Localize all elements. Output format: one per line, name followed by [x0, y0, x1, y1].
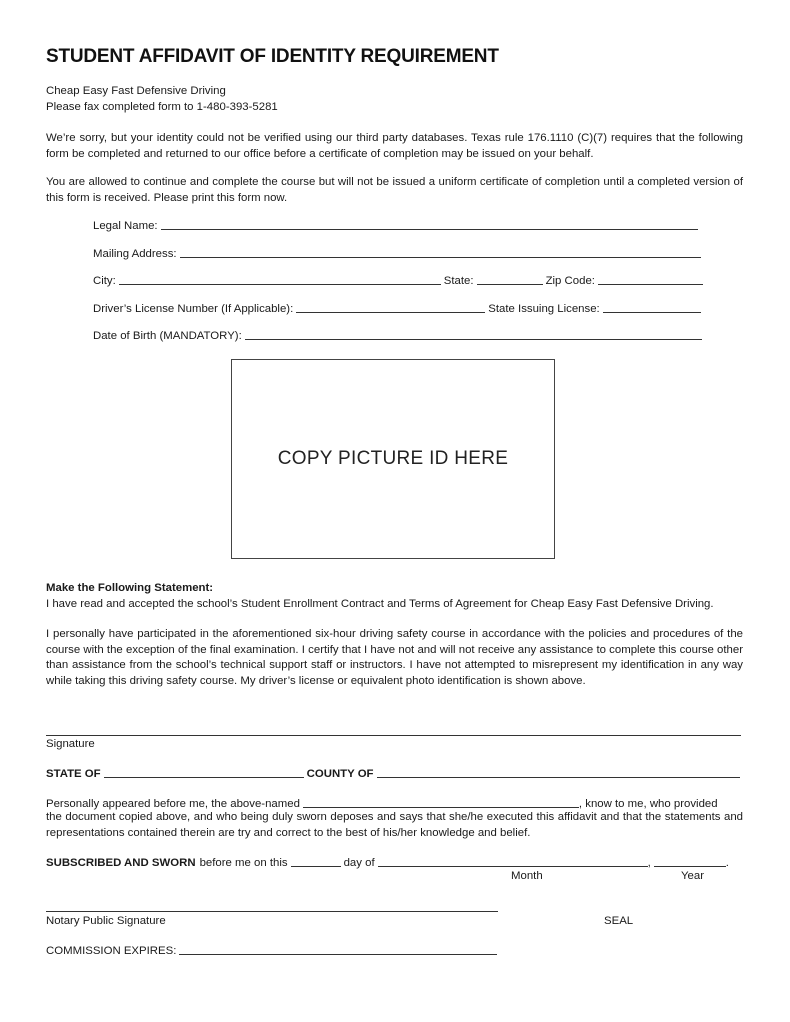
picture-id-box	[231, 359, 555, 559]
state-issuing-license-label: State Issuing License:	[488, 303, 600, 315]
county-of-label: COUNTY OF	[306, 768, 374, 780]
city-field[interactable]	[119, 272, 441, 285]
license-row	[93, 299, 704, 315]
sworn-day-field[interactable]	[291, 854, 341, 867]
signature-line[interactable]	[46, 735, 741, 736]
intro-paragraph-2: You are allowed to continue and complete the course but will not be issued a uniform certificate of completion until a completed version of this form is received. Please print this form now.	[46, 176, 743, 204]
year-label: Year	[681, 870, 705, 882]
state-county-row	[46, 764, 743, 780]
intro-paragraph-1: We’re sorry, but your identity could not be verified using our third party databases. Texas rule 176.1110 (C)(7) requires that the following form be completed and returned to our office before a certificate of completion may be issued on your behalf.	[46, 132, 743, 160]
picture-id-label: COPY PICTURE ID HERE	[277, 448, 509, 469]
city-state-zip-row	[93, 271, 706, 287]
sworn-text: before me on this	[199, 857, 288, 869]
statement-heading: Make the Following Statement:	[46, 582, 214, 594]
dob-row	[93, 326, 705, 342]
mailing-address-row	[93, 244, 704, 260]
period: .	[725, 857, 729, 869]
appeared-name-field[interactable]	[303, 795, 579, 808]
state-of-label: STATE OF	[46, 768, 101, 780]
commission-expires-row	[46, 941, 500, 957]
legal-name-label: Legal Name:	[93, 220, 158, 232]
sworn-row	[46, 853, 746, 869]
sworn-bold-label: SUBSCRIBED AND SWORN	[46, 857, 196, 869]
statement-paragraph: I personally have participated in the aforementioned six-hour driving safety course in accordance with the policies and procedures of the course with the exception of the final examination. I certify that I have not and will not receive any assistance to complete this course other than assistance from the school’s technical support staff or instructors. I have not attempted to misrepresent my identification in any way while taking this driving safety course. My driver’s license or equivalent photo identification is shown above.	[46, 628, 743, 687]
commission-expires-label: COMMISSION EXPIRES:	[46, 945, 177, 957]
county-of-field[interactable]	[377, 765, 740, 778]
school-name: Cheap Easy Fast Defensive Driving	[46, 85, 226, 97]
appeared-row	[46, 794, 743, 810]
zip-code-field[interactable]	[598, 272, 703, 285]
sworn-year-field[interactable]	[654, 854, 726, 867]
city-label: City:	[93, 275, 116, 287]
appeared-suffix: , know to me, who provided	[578, 798, 718, 810]
date-of-birth-field[interactable]	[245, 327, 702, 340]
appeared-paragraph: the document copied above, and who being duly sworn deposes and says that she/he executed this affidavit and that the statements and representations contained therein are try and correct to the best of his/her knowledge and belief.	[46, 811, 743, 839]
state-label: State:	[443, 275, 474, 287]
seal-label: SEAL	[604, 915, 634, 927]
notary-signature-label: Notary Public Signature	[46, 915, 166, 927]
legal-name-field[interactable]	[161, 217, 698, 230]
commission-expires-field[interactable]	[179, 942, 497, 955]
mailing-address-label: Mailing Address:	[93, 248, 177, 260]
notary-signature-line[interactable]	[46, 911, 498, 912]
day-of-label: day of	[343, 857, 375, 869]
state-of-field[interactable]	[104, 765, 304, 778]
sworn-month-field[interactable]	[378, 854, 648, 867]
mailing-address-field[interactable]	[180, 245, 701, 258]
drivers-license-field[interactable]	[296, 300, 485, 313]
statement-line-1: I have read and accepted the school’s Student Enrollment Contract and Terms of Agreement for Cheap Easy Fast Defensive Driving.	[46, 598, 714, 610]
state-field[interactable]	[477, 272, 543, 285]
drivers-license-label: Driver’s License Number (If Applicable):	[93, 303, 294, 315]
date-of-birth-label: Date of Birth (MANDATORY):	[93, 330, 242, 342]
month-label: Month	[511, 870, 543, 882]
comma: ,	[647, 857, 651, 869]
appeared-prefix: Personally appeared before me, the above-named	[46, 798, 300, 810]
zip-code-label: Zip Code:	[545, 275, 595, 287]
state-issuing-license-field[interactable]	[603, 300, 701, 313]
legal-name-row	[93, 216, 701, 232]
fax-instruction: Please fax completed form to 1-480-393-5281	[46, 101, 278, 113]
signature-label: Signature	[46, 738, 95, 750]
page-title: STUDENT AFFIDAVIT OF IDENTITY REQUIREMENT	[46, 46, 499, 67]
